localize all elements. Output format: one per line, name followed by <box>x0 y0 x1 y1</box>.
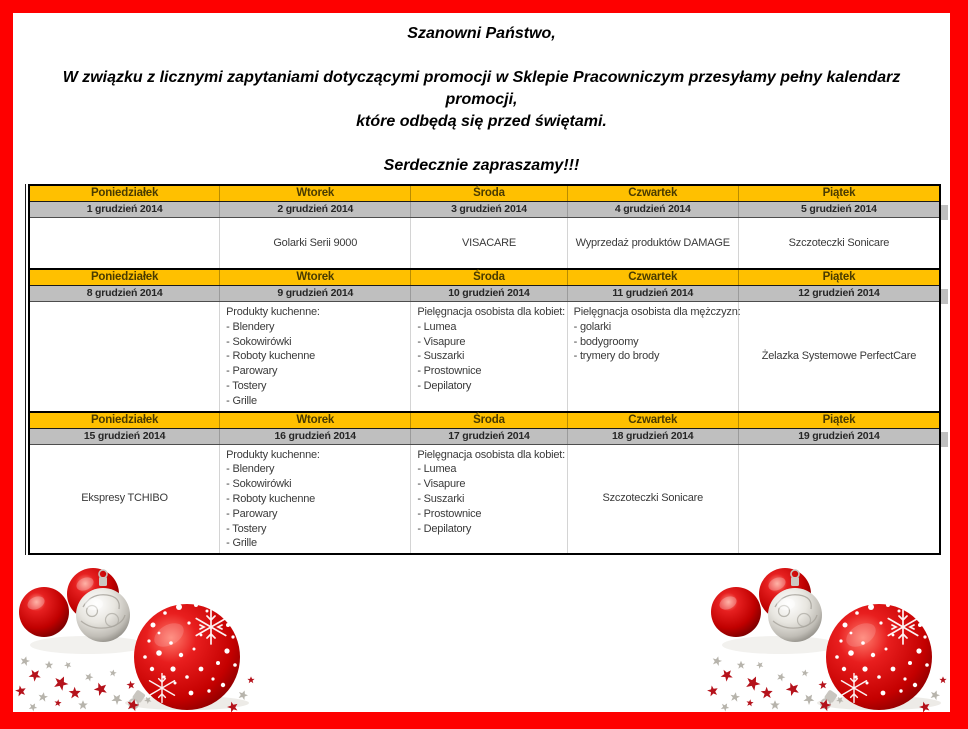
weekday-header-cell: Czwartek <box>568 270 739 285</box>
promo-cell <box>411 445 567 554</box>
promo-list-item: - Depilatory <box>417 522 472 535</box>
promo-list-item: - Blendery <box>226 320 275 333</box>
christmas-baubles-decoration-left <box>13 565 258 712</box>
christmas-baubles-decoration-right <box>705 565 950 712</box>
date-cell: 11 grudzień 2014 <box>568 286 739 301</box>
date-cell: 19 grudzień 2014 <box>739 429 939 444</box>
date-row <box>30 202 939 218</box>
intro-blank-line <box>13 45 950 67</box>
weekday-header-cell: Czwartek <box>568 186 739 201</box>
promo-list-title: Pielęgnacja osobista dla kobiet: <box>417 448 566 461</box>
intro-line: które odbędą się przed świętami. <box>356 113 607 130</box>
promo-list-item: - Depilatory <box>417 379 472 392</box>
promo-content-row <box>30 302 939 411</box>
date-cell: 3 grudzień 2014 <box>411 202 567 217</box>
date-cell: 17 grudzień 2014 <box>411 429 567 444</box>
weekday-header-cell: Wtorek <box>220 186 411 201</box>
weekday-header-cell: Piątek <box>739 413 939 428</box>
weekday-header-cell: Poniedziałek <box>30 186 220 201</box>
date-cell: 10 grudzień 2014 <box>411 286 567 301</box>
weekday-header-cell: Środa <box>411 186 567 201</box>
promo-list-item: - Roboty kuchenne <box>226 492 316 505</box>
promo-list-item: - Lumea <box>417 463 457 476</box>
promo-list-title: Pielęgnacja osobista dla kobiet: <box>417 306 566 318</box>
document-page <box>13 13 950 712</box>
promo-list-item: - Lumea <box>417 320 457 333</box>
date-row <box>30 429 939 445</box>
promo-cell <box>220 445 411 554</box>
weekday-header-cell: Poniedziałek <box>30 413 220 428</box>
date-cell: 5 grudzień 2014 <box>739 202 939 217</box>
weekday-header-row <box>30 270 939 286</box>
promo-list-item: - Parowary <box>226 365 278 378</box>
promo-list-item: - Sokowirówki <box>226 478 292 491</box>
promo-cell-empty <box>30 218 220 268</box>
promo-cell: Ekspresy TCHIBO <box>30 445 220 554</box>
date-cell: 9 grudzień 2014 <box>220 286 411 301</box>
promo-cell <box>220 302 411 411</box>
promo-list-item: - Prostownice <box>417 507 482 520</box>
week-block <box>30 270 939 413</box>
intro-line: promocji, <box>445 91 518 108</box>
promo-cell-empty <box>739 445 939 554</box>
date-cell: 12 grudzień 2014 <box>739 286 939 301</box>
promo-list-item: - Sokowirówki <box>226 335 292 348</box>
intro-line: Serdecznie zapraszamy!!! <box>383 157 580 174</box>
promo-cell <box>411 302 567 411</box>
intro-line: W związku z licznymi zapytaniami dotyczącymi promocji w Sklepie Pracowniczym przesyłamy pełny kalendarz <box>62 69 901 86</box>
promo-cell <box>568 302 739 411</box>
promo-cell: VISACARE <box>411 218 567 268</box>
promo-cell: Żelazka Systemowe PerfectCare <box>761 349 917 362</box>
promo-list-item: - Visapure <box>417 478 466 491</box>
promo-list-item: - golarki <box>573 320 611 333</box>
promo-list-item: - bodygroomy <box>573 335 639 348</box>
promo-list-item: - Parowary <box>226 507 278 520</box>
promo-cell: Szczoteczki Sonicare <box>568 445 739 554</box>
weekday-header-cell: Wtorek <box>220 270 411 285</box>
week-block <box>30 413 939 554</box>
promo-list-title: Produkty kuchenne: <box>226 448 320 461</box>
promo-list-title: Produkty kuchenne: <box>226 306 320 318</box>
weekday-header-row <box>30 413 939 429</box>
date-cell: 1 grudzień 2014 <box>30 202 220 217</box>
intro-text <box>13 23 950 177</box>
date-cell: 16 grudzień 2014 <box>220 429 411 444</box>
promo-list-item: - Prostownice <box>417 365 482 378</box>
date-cell: 8 grudzień 2014 <box>30 286 220 301</box>
weekday-header-cell: Środa <box>411 413 567 428</box>
promo-cell: Wyprzedaż produktów DAMAGE <box>568 218 739 268</box>
weekday-header-cell: Piątek <box>739 270 939 285</box>
date-row <box>30 286 939 302</box>
weekday-header-cell: Piątek <box>739 186 939 201</box>
date-cell: 4 grudzień 2014 <box>568 202 739 217</box>
promo-content-row <box>30 445 939 554</box>
promo-list-item: - trymery do brody <box>573 350 660 363</box>
promo-list-item: - Grille <box>226 537 257 550</box>
promo-list-item: - Tostery <box>226 379 267 392</box>
promo-cell-empty <box>30 302 220 411</box>
weekday-header-cell: Wtorek <box>220 413 411 428</box>
date-cell: 2 grudzień 2014 <box>220 202 411 217</box>
promo-calendar-table <box>28 184 941 555</box>
date-cell: 18 grudzień 2014 <box>568 429 739 444</box>
promo-list-title: Pielęgnacja osobista dla mężczyzn: <box>573 306 741 318</box>
promo-cell: Szczoteczki Sonicare <box>788 236 890 249</box>
weekday-header-cell: Środa <box>411 270 567 285</box>
promo-content-row <box>30 218 939 268</box>
weekday-header-row <box>30 186 939 202</box>
weekday-header-cell: Czwartek <box>568 413 739 428</box>
week-block <box>30 186 939 270</box>
promo-list-item: - Blendery <box>226 463 275 476</box>
weekday-header-cell: Poniedziałek <box>30 270 220 285</box>
promo-list-item: - Grille <box>226 394 257 407</box>
intro-blank-line <box>13 133 950 155</box>
promo-list-item: - Tostery <box>226 522 267 535</box>
promo-list-item: - Visapure <box>417 335 466 348</box>
promo-list-item: - Suszarki <box>417 492 465 505</box>
promo-list-item: - Suszarki <box>417 350 465 363</box>
promo-cell: Golarki Serii 9000 <box>220 218 411 268</box>
date-cell: 15 grudzień 2014 <box>30 429 220 444</box>
promo-list-item: - Roboty kuchenne <box>226 350 316 363</box>
intro-line: Szanowni Państwo, <box>407 25 556 42</box>
